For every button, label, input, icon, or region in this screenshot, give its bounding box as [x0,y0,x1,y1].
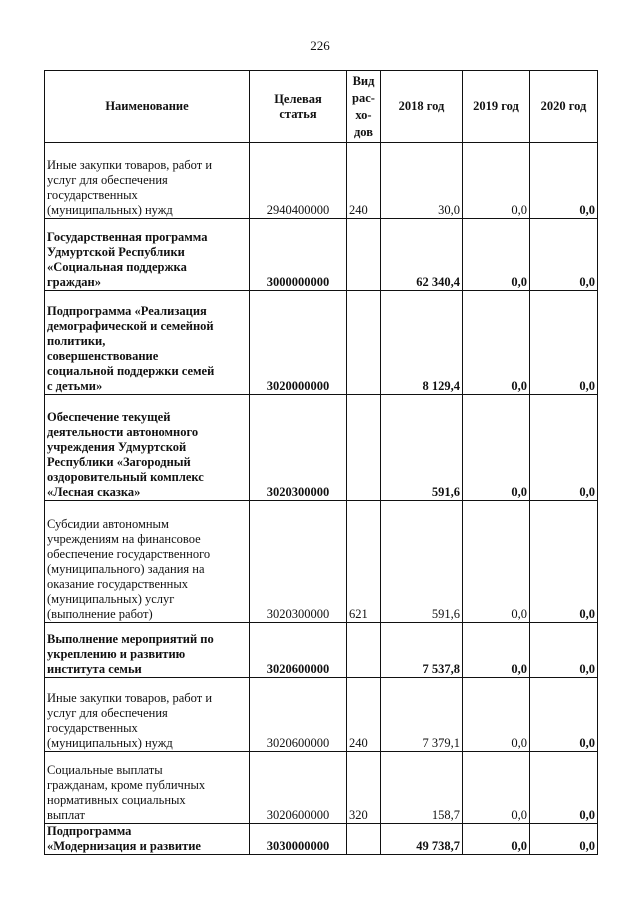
row-amount-2018: 49 738,7 [381,824,463,855]
header-type-line: рас- [352,90,375,105]
table-body [45,143,598,855]
row-name [45,291,250,395]
row-name-line: «Модернизация и развитие [47,839,201,853]
table-row [45,623,598,678]
header-name: Наименование [45,71,250,143]
row-amount-2019: 0,0 [463,395,530,501]
header-2018: 2018 год [381,71,463,143]
row-name-line: гражданам, кроме публичных [47,778,206,792]
row-expense-type: 240 [347,143,381,219]
row-amount-2018: 591,6 [381,501,463,623]
row-name-line: Выполнение мероприятий по [47,632,214,646]
row-expense-type [347,219,381,291]
row-amount-2019: 0,0 [463,678,530,752]
header-type-line: Вид [352,73,375,88]
row-name-line: демографической и семейной [47,319,214,333]
row-name [45,824,250,855]
row-name [45,752,250,824]
row-amount-2020: 0,0 [530,824,598,855]
row-amount-2020: 0,0 [530,143,598,219]
row-name-line: выплат [47,808,85,822]
row-name-line: Подпрограмма «Реализация [47,304,207,318]
row-name-line: деятельности автономного [47,425,199,439]
row-name-line: института семьи [47,662,142,676]
row-expense-type [347,395,381,501]
row-name-line: Государственная программа [47,230,208,244]
row-name-line: учреждениям на финансовое [47,532,201,546]
row-amount-2018: 7 379,1 [381,678,463,752]
row-amount-2020: 0,0 [530,291,598,395]
row-target-code: 3020600000 [250,678,347,752]
row-target-code: 3000000000 [250,219,347,291]
row-amount-2020: 0,0 [530,395,598,501]
row-name [45,219,250,291]
row-expense-type [347,824,381,855]
row-name [45,143,250,219]
header-type [347,71,381,143]
page-number: 226 [310,38,330,53]
row-name-line: обеспечение государственного [47,547,211,561]
row-name-line: (муниципальных) нужд [47,736,173,750]
row-expense-type [347,623,381,678]
row-name [45,678,250,752]
row-amount-2020: 0,0 [530,219,598,291]
row-amount-2019: 0,0 [463,824,530,855]
row-name [45,623,250,678]
row-amount-2018: 62 340,4 [381,219,463,291]
budget-table [44,70,598,855]
header-target [250,71,347,143]
row-amount-2019: 0,0 [463,291,530,395]
row-amount-2018: 591,6 [381,395,463,501]
row-name-line: государственных [47,188,138,202]
row-name-line: (выполнение работ) [47,607,153,621]
row-name-line: Республики «Загородный [47,455,191,469]
row-name-line: учреждения Удмуртской [47,440,187,454]
row-target-code: 3020600000 [250,623,347,678]
header-target-line: статья [279,106,317,121]
row-name-line: (муниципальных) услуг [47,592,175,606]
row-target-code: 2940400000 [250,143,347,219]
row-name [45,395,250,501]
row-amount-2020: 0,0 [530,501,598,623]
row-amount-2020: 0,0 [530,678,598,752]
row-name-line: Иные закупки товаров, работ и [47,691,213,705]
row-name-line: Удмуртской Республики [47,245,185,259]
row-name-line: государственных [47,721,138,735]
row-amount-2019: 0,0 [463,143,530,219]
row-name-line: оздоровительный комплекс [47,470,204,484]
row-name-line: Социальные выплаты [47,763,163,777]
row-name-line: услуг для обеспечения [47,706,168,720]
row-amount-2020: 0,0 [530,752,598,824]
row-target-code: 3020300000 [250,501,347,623]
header-type-line: хо- [355,107,372,122]
table-header-row [45,71,598,143]
row-expense-type [347,291,381,395]
row-target-code: 3020600000 [250,752,347,824]
row-name-line: с детьми» [47,379,103,393]
table-row [45,678,598,752]
row-name-line: политики, [47,334,106,348]
row-name-line: укреплению и развитию [47,647,186,661]
row-amount-2018: 158,7 [381,752,463,824]
header-2020: 2020 год [530,71,598,143]
row-expense-type: 240 [347,678,381,752]
row-amount-2019: 0,0 [463,623,530,678]
row-name-line: совершенствование [47,349,159,363]
row-amount-2018: 7 537,8 [381,623,463,678]
row-name-line: (муниципального) задания на [47,562,205,576]
row-amount-2018: 30,0 [381,143,463,219]
row-name-line: Иные закупки товаров, работ и [47,158,213,172]
row-amount-2018: 8 129,4 [381,291,463,395]
row-name-line: социальной поддержки семей [47,364,215,378]
row-name-line: «Лесная сказка» [47,485,141,499]
header-2019: 2019 год [463,71,530,143]
header-target-line: Целевая [274,91,322,106]
row-target-code: 3020000000 [250,291,347,395]
table-row [45,219,598,291]
row-name-line: граждан» [47,275,101,289]
row-amount-2019: 0,0 [463,752,530,824]
table-row [45,143,598,219]
row-name-line: оказание государственных [47,577,189,591]
row-name-line: Обеспечение текущей [47,410,171,424]
row-amount-2020: 0,0 [530,623,598,678]
table-row [45,501,598,623]
row-name-line: Субсидии автономным [47,517,169,531]
row-amount-2019: 0,0 [463,501,530,623]
row-target-code: 3030000000 [250,824,347,855]
row-name-line: Подпрограмма [47,824,132,838]
row-target-code: 3020300000 [250,395,347,501]
row-expense-type: 621 [347,501,381,623]
row-name-line: услуг для обеспечения [47,173,168,187]
table-row [45,395,598,501]
row-name-line: (муниципальных) нужд [47,203,173,217]
row-name-line: нормативных социальных [47,793,186,807]
row-expense-type: 320 [347,752,381,824]
table-row [45,291,598,395]
row-amount-2019: 0,0 [463,219,530,291]
header-type-line: дов [353,124,373,139]
row-name [45,501,250,623]
table-row [45,752,598,824]
table-row [45,824,598,855]
row-name-line: «Социальная поддержка [47,260,187,274]
